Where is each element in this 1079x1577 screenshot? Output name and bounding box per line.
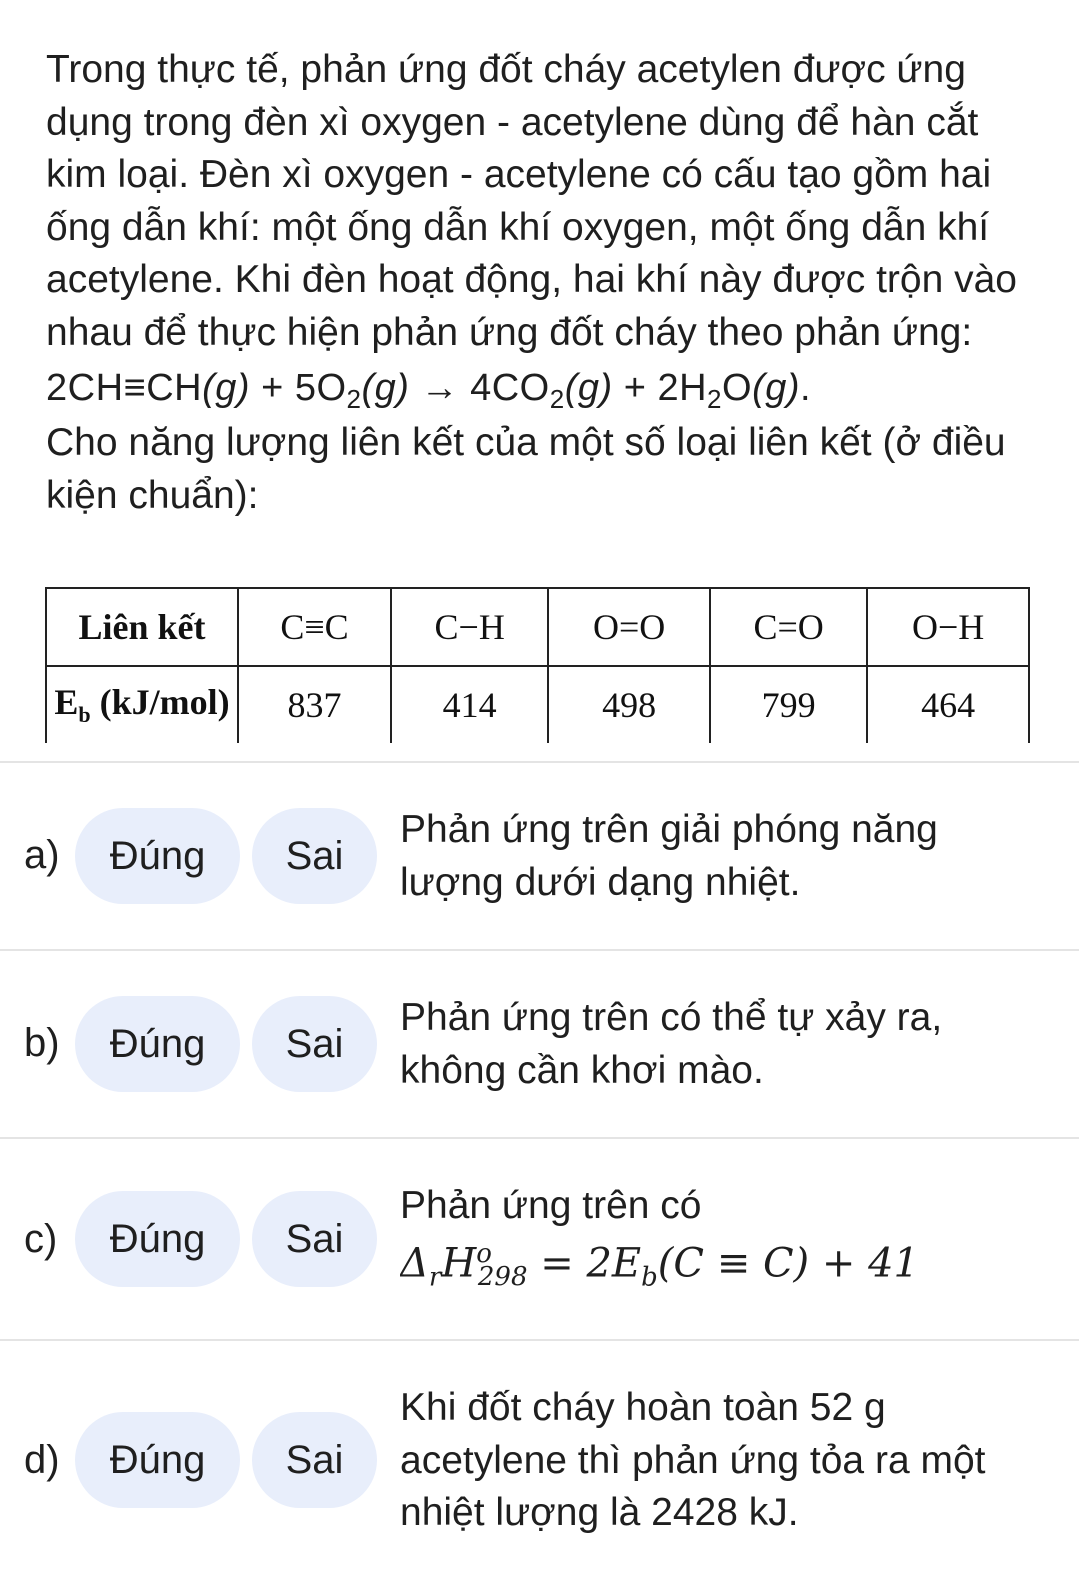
table-cell-energy: 464 <box>867 666 1029 743</box>
statement-row-a <box>0 763 1079 949</box>
question-passage <box>46 44 1036 522</box>
bond-energy-table <box>45 587 1030 743</box>
table-header-bond: Liên kết <box>46 588 238 666</box>
table-cell-energy: 799 <box>710 666 867 743</box>
enthalpy-formula: $\Delta_rH^o_{298} = 2E_b(C \equiv C) + 41$ <box>400 1238 919 1290</box>
statement-row-d <box>0 1341 1079 1577</box>
energy-intro: Cho năng lượng liên kết của một số loại liên kết (ở điều kiện chuẩn): <box>46 421 1006 517</box>
reaction-equation: $2CH\equiv CH(g) + 5O_2(g) \to 4CO_2(g) + 2H_2O(g)$. <box>46 367 812 414</box>
true-button-b[interactable]: Đúng <box>75 996 240 1092</box>
false-button-a[interactable]: Sai <box>252 808 377 904</box>
false-button-b[interactable]: Sai <box>252 996 377 1092</box>
table-cell-bond: O−H <box>867 588 1029 666</box>
true-button-d[interactable]: Đúng <box>75 1412 240 1508</box>
statement-label: c) <box>24 1217 58 1261</box>
table-energy-row <box>46 666 1029 743</box>
table-header-row <box>46 588 1029 666</box>
true-button-a[interactable]: Đúng <box>75 808 240 904</box>
statement-label: a) <box>24 833 60 877</box>
table-cell-energy: 414 <box>391 666 548 743</box>
statement-label: b) <box>24 1021 60 1065</box>
statement-text: Khi đốt cháy hoàn toàn 52 g acetylene thì phản ứng tỏa ra một nhiệt lượng là 2428 kJ. <box>400 1386 986 1534</box>
table-cell-energy: 498 <box>548 666 710 743</box>
statement-text: Phản ứng trên giải phóng năng lượng dưới dạng nhiệt. <box>400 808 938 904</box>
table-cell-energy: 837 <box>238 666 391 743</box>
false-button-c[interactable]: Sai <box>252 1191 377 1287</box>
statement-row-c <box>0 1139 1079 1339</box>
table-cell-bond: C−H <box>391 588 548 666</box>
statement-text: Phản ứng trên có thể tự xảy ra, không cần khơi mào. <box>400 996 943 1092</box>
table-header-energy: $E_b$ (kJ/mol) <box>46 666 238 743</box>
statement-row-b <box>0 951 1079 1137</box>
passage-text: Trong thực tế, phản ứng đốt cháy acetylen được ứng dụng trong đèn xì oxygen - acetylene dùng để hàn cắt kim loại. Đèn xì oxygen - acetylene có cấu tạo gồm hai ống dẫn khí: một ống dẫn khí oxygen, một ống dẫn khí acetylene. Khi đèn hoạt động, hai khí này được trộn vào nhau để thực hiện phản ứng đốt cháy theo phản ứng: <box>46 48 1017 354</box>
false-button-d[interactable]: Sai <box>252 1412 377 1508</box>
table-cell-bond: O=O <box>548 588 710 666</box>
table-cell-bond: C≡C <box>238 588 391 666</box>
table-cell-bond: C=O <box>710 588 867 666</box>
statement-label: d) <box>24 1438 60 1482</box>
statement-text: Phản ứng trên có $\Delta_rH^o_{298} = 2E_b(C \equiv C) + 41$ <box>400 1180 1079 1290</box>
true-button-c[interactable]: Đúng <box>75 1191 240 1287</box>
